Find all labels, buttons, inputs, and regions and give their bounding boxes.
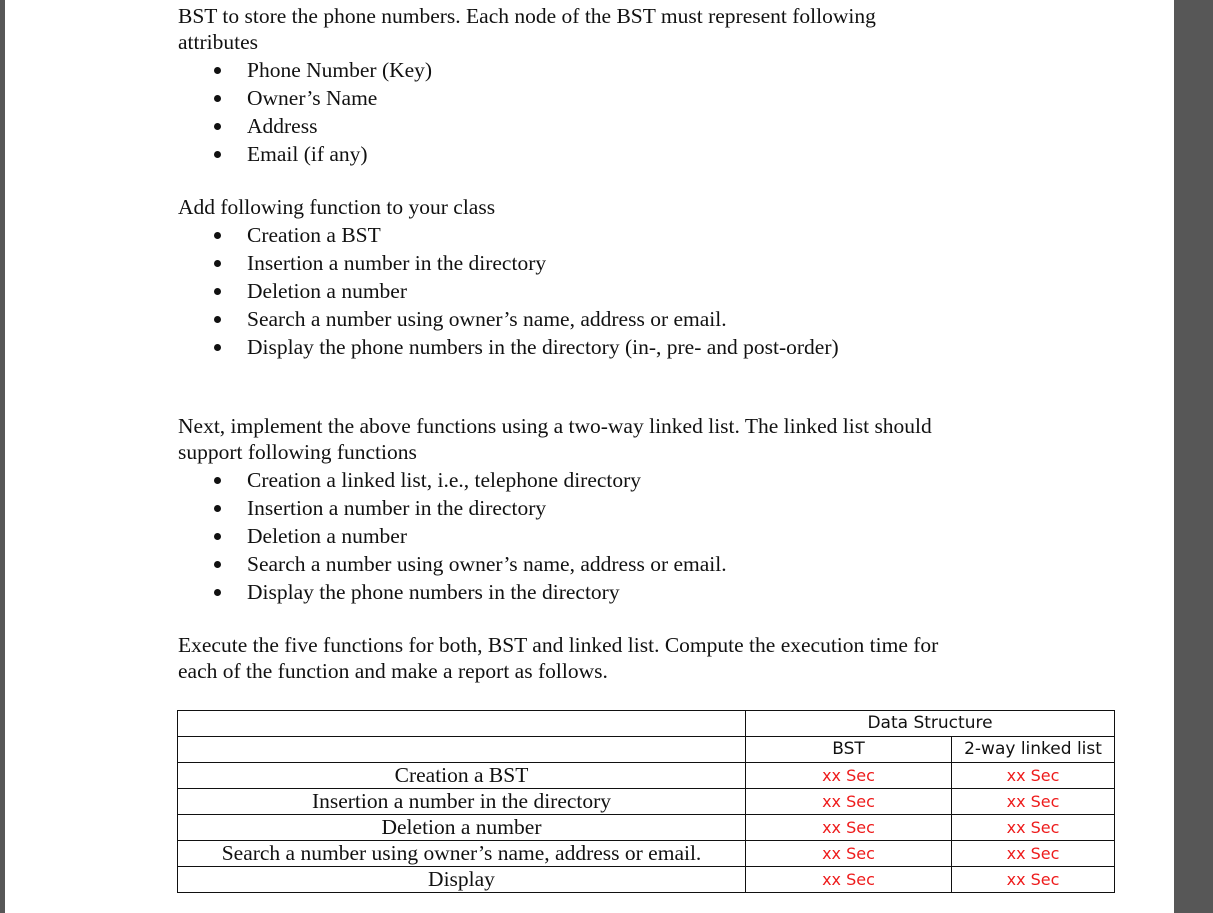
data-structure-header: Data Structure [746,711,1115,737]
list-time-cell: xx Sec [952,867,1115,893]
table-row [178,867,1115,893]
viewer-right-gutter [1174,0,1213,913]
bullet-icon [214,344,221,351]
bst-section-heading: Add following function to your class [178,195,496,219]
bullet-icon [214,95,221,102]
row-label: Creation a BST [178,763,746,789]
intro-line-2: attributes [178,30,259,54]
execute-line-2: each of the function and make a report as follows. [178,659,608,683]
table-row [178,763,1115,789]
bullet-icon [214,477,221,484]
document-page: BST to store the phone numbers. Each node of the BST must represent following attributes Phone Number (Key) Owner’s Name Address Email (if any) Add following function to your class Creation a BST Insertion a number in the directory Deletion a number Search a number using owner’s name, address or email. Display the phone numbers in the directory (in-, pre- and post-order) Next, implement the above functions using a two-way linked list. The linked list should support following functions Creation a linked list, i.e., telephone directory Insertion a number in the directory Deletion a number Search a number using owner’s name, address or email. Display the phone numbers in the directory Execute the five functions for both, BST and linked list. Compute the execution time for each of the function and make a report as follows. Data Structure BST 2-way linked list Creation a BST xx Sec xx Sec Insertion a number in the directory xx Sec xx Sec Deletion a number xx Sec xx Sec Search a number using owner’s name, address or email. xx Sec xx Sec Display xx Sec xx Sec [5,0,1174,913]
report-table [177,710,1115,893]
bullet-icon [214,288,221,295]
row-label: Insertion a number in the directory [178,789,746,815]
bullet-icon [214,123,221,130]
bullet-icon [214,260,221,267]
bst-time-cell: xx Sec [746,763,952,789]
bst-time-cell: xx Sec [746,841,952,867]
intro-line-1: BST to store the phone numbers. Each node of the BST must represent following [178,4,876,28]
table-row [178,815,1115,841]
table-header-row [178,711,1115,737]
list-time-cell: xx Sec [952,815,1115,841]
row-label: Search a number using owner’s name, address or email. [178,841,746,867]
list-section-line-1: Next, implement the above functions using a two-way linked list. The linked list should [178,414,932,438]
subheader-blank-cell [178,737,746,763]
bst-time-cell: xx Sec [746,815,952,841]
bst-column-header: BST [746,737,952,763]
bullet-icon [214,589,221,596]
table-row [178,841,1115,867]
table-row [178,789,1115,815]
linked-list-column-header: 2-way linked list [952,737,1115,763]
bullet-icon [214,561,221,568]
row-label: Deletion a number [178,815,746,841]
row-label: Display [178,867,746,893]
table-subheader-row [178,737,1115,763]
bullet-icon [214,533,221,540]
bullet-icon [214,151,221,158]
bullet-icon [214,232,221,239]
bst-time-cell: xx Sec [746,867,952,893]
list-section-line-2: support following functions [178,440,417,464]
list-time-cell: xx Sec [952,841,1115,867]
header-blank-cell [178,711,746,737]
bullet-icon [214,505,221,512]
list-time-cell: xx Sec [952,789,1115,815]
execute-line-1: Execute the five functions for both, BST and linked list. Compute the execution time for [178,633,939,657]
bst-time-cell: xx Sec [746,789,952,815]
bullet-icon [214,67,221,74]
list-time-cell: xx Sec [952,763,1115,789]
bullet-icon [214,316,221,323]
